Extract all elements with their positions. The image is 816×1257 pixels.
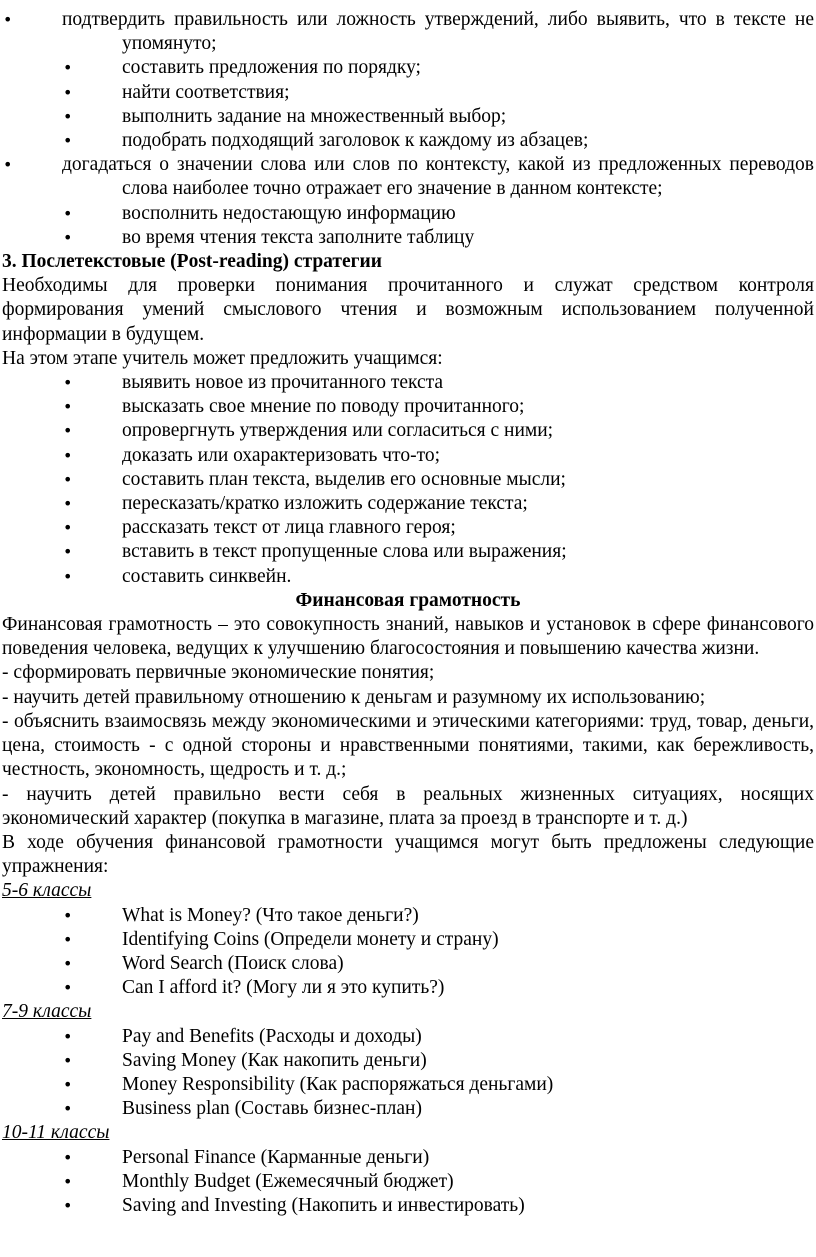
list-item: • доказать или охарактеризовать что-то; (2, 444, 814, 468)
list-item: • выполнить задание на множественный выбор; (2, 105, 814, 129)
list-item: • догадаться о значении слова или слов по контексту, какой из предложенных переводов слова наиболее точно отражает его значение в данном контексте; (2, 153, 814, 201)
list-item: • высказать свое мнение по поводу прочитанного; (2, 395, 814, 419)
list-item: • рассказать текст от лица главного героя; (2, 516, 814, 540)
exercise-item: • Money Responsibility (Как распоряжаться деньгами) (2, 1073, 814, 1097)
exercise-item: • Word Search (Поиск слова) (2, 952, 814, 976)
post-reading-paragraph: Необходимы для проверки понимания прочитанного и служат средством контроля формирования умений смыслового чтения и возможным использованием полученной информации в будущем. (2, 275, 814, 345)
financial-literacy-paragraph: Финансовая грамотность – это совокупность знаний, навыков и установок в сфере финансового поведения человека, ведущих к улучшению благосостояния и повышению качества жизни. (2, 614, 814, 660)
list-item: • вставить в текст пропущенные слова или выражения; (2, 540, 814, 564)
exercises-intro: В ходе обучения финансовой грамотности учащимся могут быть предложены следующие упражнения: (2, 831, 814, 878)
list-item: • пересказать/кратко изложить содержание текста; (2, 492, 814, 516)
list-item: • выявить новое из прочитанного текста (2, 371, 814, 395)
list-item: • подтвердить правильность или ложность утверждений, либо выявить, что в тексте не упомянуто; (2, 8, 814, 56)
grade-5-6-exercises (2, 904, 814, 1001)
list-item: • во время чтения текста заполните таблицу (2, 226, 814, 250)
list-item: • составить предложения по порядку; (2, 56, 814, 80)
exercise-item: • Saving Money (Как накопить деньги) (2, 1049, 814, 1073)
list-item: • восполнить недостающую информацию (2, 202, 814, 226)
exercise-item: • Saving and Investing (Накопить и инвестировать) (2, 1194, 814, 1218)
list-item: • подобрать подходящий заголовок к каждому из абзацев; (2, 129, 814, 153)
exercise-item: • Monthly Budget (Ежемесячный бюджет) (2, 1170, 814, 1194)
exercise-item: • Personal Finance (Карманные деньги) (2, 1146, 814, 1170)
exercise-item: • Pay and Benefits (Расходы и доходы) (2, 1025, 814, 1049)
list-item: • опровергнуть утверждения или согласиться с ними; (2, 419, 814, 443)
goals-list (2, 661, 814, 830)
grade-label-7-9: 7-9 классы (2, 1001, 92, 1023)
financial-literacy-heading: Финансовая грамотность (295, 589, 521, 611)
grade-7-9-exercises (2, 1025, 814, 1122)
list-item: • найти соответствия; (2, 81, 814, 105)
grade-10-11-exercises (2, 1146, 814, 1219)
exercise-item: • Can I afford it? (Могу ли я это купить?) (2, 976, 814, 1000)
post-reading-tasks-list (2, 371, 814, 589)
exercise-item: • What is Money? (Что такое деньги?) (2, 904, 814, 928)
goal-item: - научить детей правильному отношению к деньгам и разумному их использованию; (2, 686, 706, 708)
list-item: • составить синквейн. (2, 565, 814, 589)
exercise-item: • Business plan (Составь бизнес-план) (2, 1097, 814, 1121)
list-item: • составить план текста, выделив его основные мысли; (2, 468, 814, 492)
grade-label-5-6: 5-6 классы (2, 880, 92, 902)
exercise-item: • Identifying Coins (Определи монету и страну) (2, 928, 814, 952)
post-reading-heading: 3. Послетекстовые (Post-reading) стратегии (2, 251, 382, 273)
goal-item: - сформировать первичные экономические понятия; (2, 662, 435, 684)
goal-item: - научить детей правильно вести себя в реальных жизненных ситуациях, носящих экономический характер (покупка в магазине, плата за проезд в транспорте и т. д.) (2, 783, 814, 829)
grade-label-10-11: 10-11 классы (2, 1122, 110, 1144)
goal-item: - объяснить взаимосвязь между экономическими и этическими категориями: труд, товар, деньги, цена, стоимость - с одной стороны и нравственными понятиями, такими, как бережливость, честность, экономность, щедрость и т. д.; (2, 710, 814, 781)
post-reading-intro: На этом этапе учитель может предложить учащимся: (2, 347, 443, 369)
reading-tasks-list (2, 8, 814, 250)
